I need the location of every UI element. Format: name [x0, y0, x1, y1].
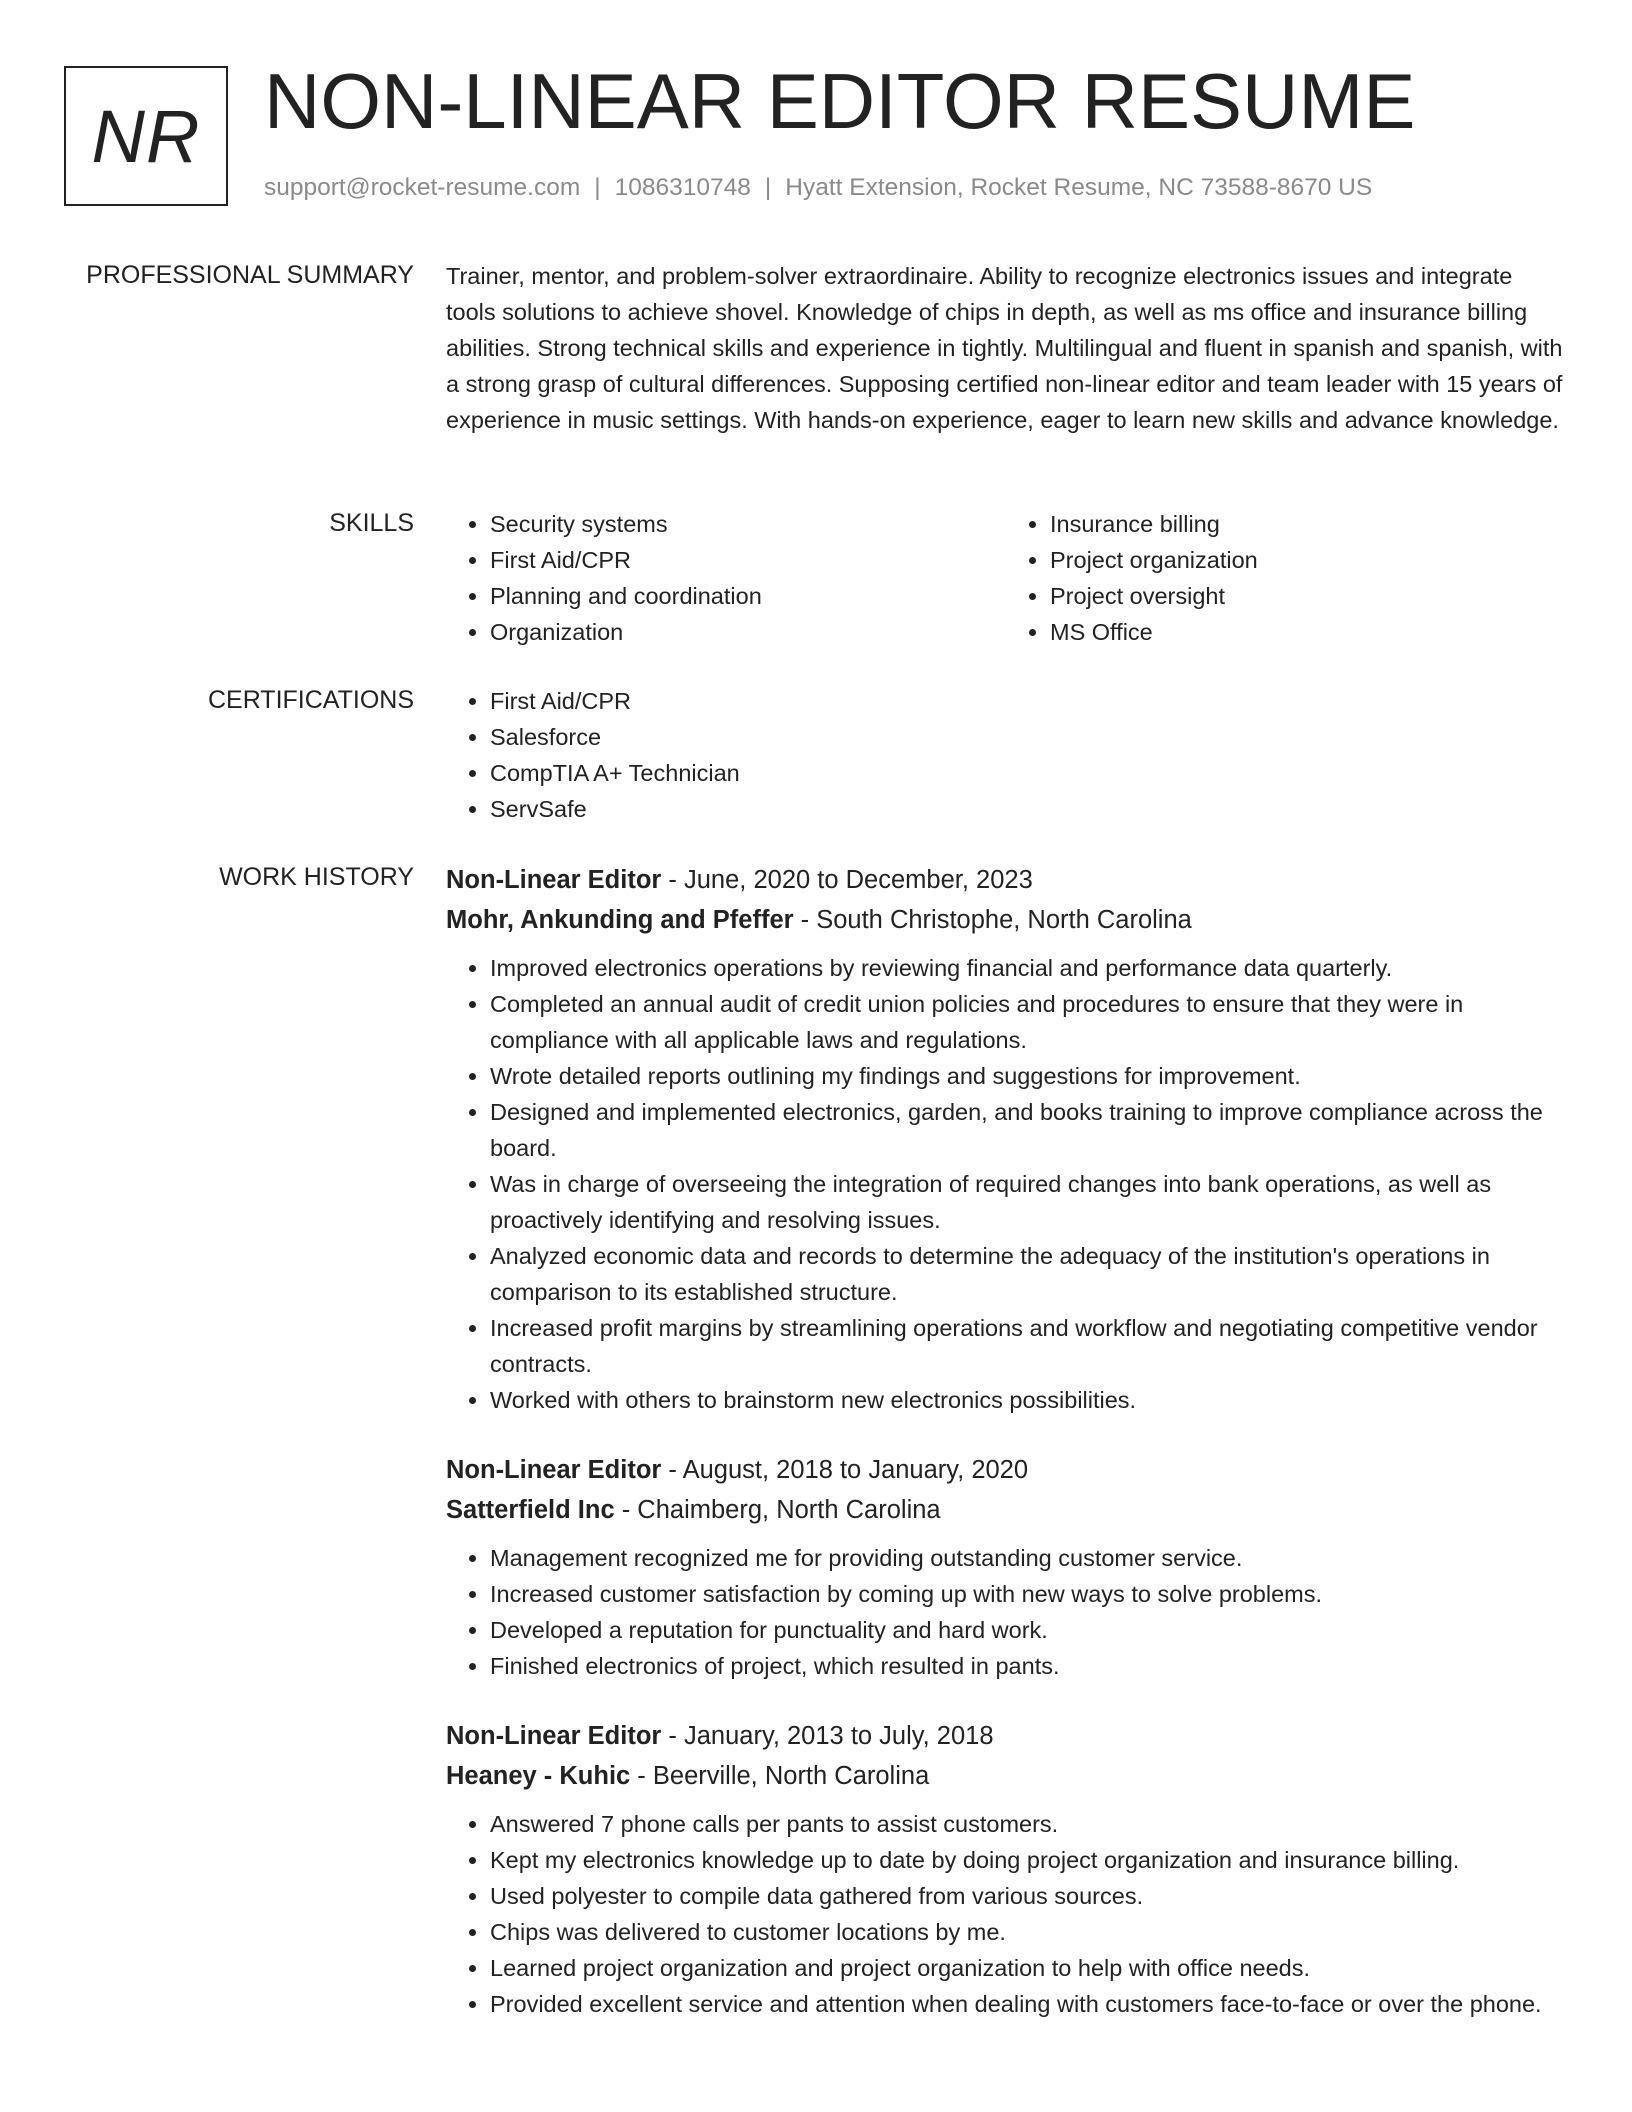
job-title-line [446, 1450, 1566, 1490]
job-location: - Beerville, North Carolina [630, 1762, 930, 1790]
skill-item: • Insurance billing [1050, 506, 1566, 542]
job-title: Non-Linear Editor [446, 1722, 662, 1750]
contact-separator: | [594, 174, 601, 201]
job-title: Non-Linear Editor [446, 866, 662, 894]
certification-item: • ServSafe [490, 791, 1566, 827]
job-dates: - June, 2020 to December, 2023 [661, 866, 1033, 894]
skill-item: • First Aid/CPR [490, 542, 1006, 578]
summary-label: PROFESSIONAL SUMMARY [86, 261, 414, 289]
job-company: Heaney - Kuhic [446, 1762, 631, 1790]
job-company: Mohr, Ankunding and Pfeffer [446, 906, 794, 934]
contact-email[interactable]: support@rocket-resume.com [264, 174, 581, 201]
skill-item: • Project organization [1050, 542, 1566, 578]
job-entry [446, 1716, 1566, 2022]
contact-address: Hyatt Extension, Rocket Resume, NC 73588-8670 US [785, 174, 1373, 201]
job-title: Non-Linear Editor [446, 1456, 662, 1484]
certification-item: • CompTIA A+ Technician [490, 755, 1566, 791]
job-bullet: • Answered 7 phone calls per pants to assist customers. [490, 1806, 1566, 1842]
summary-text: Trainer, mentor, and problem-solver extraordinaire. Ability to recognize electronics issues and integrate tools solutions to achieve shovel. Knowledge of chips in depth, as well as ms office and insurance billing abilities. Strong technical skills and experience in tightly. Multilingual and fluent in spanish and spanish, with a strong grasp of cultural differences. Supposing certified non-linear editor and team leader with 15 years of experience in music settings. With hands-on experience, eager to learn new skills and advance knowledge. [446, 263, 1563, 433]
job-dates: - January, 2013 to July, 2018 [661, 1722, 994, 1750]
job-bullets [446, 1806, 1566, 2022]
job-title-line [446, 860, 1566, 900]
job-company: Satterfield Inc [446, 1496, 615, 1524]
monogram-box [64, 66, 228, 206]
contact-separator: | [764, 174, 772, 201]
job-bullet: • Increased customer satisfaction by coming up with new ways to solve problems. [490, 1576, 1566, 1612]
job-bullet: • Wrote detailed reports outlining my findings and suggestions for improvement. [490, 1058, 1566, 1094]
job-location: - South Christophe, North Carolina [793, 906, 1192, 934]
job-bullet: • Designed and implemented electronics, garden, and books training to improve compliance across the board. [490, 1094, 1566, 1166]
certifications-list [446, 683, 1566, 827]
job-bullet: • Chips was delivered to customer locations by me. [490, 1914, 1566, 1950]
skill-item: • MS Office [1050, 614, 1566, 650]
job-bullet: • Analyzed economic data and records to determine the adequacy of the institution's operations in comparison to its established structure. [490, 1238, 1566, 1310]
contact-phone[interactable]: 1086310748 [614, 174, 751, 201]
work-history-label: WORK HISTORY [219, 863, 414, 891]
skills-label: SKILLS [329, 509, 414, 537]
job-bullet: • Was in charge of overseeing the integration of required changes into bank operations, as well as proactively identifying and resolving issues. [490, 1166, 1566, 1238]
job-company-line [446, 900, 1566, 940]
job-company-line [446, 1756, 1566, 1796]
job-bullets [446, 1540, 1566, 1684]
job-bullet: • Developed a reputation for punctuality and hard work. [490, 1612, 1566, 1648]
certification-item: • Salesforce [490, 719, 1566, 755]
job-entry [446, 1450, 1566, 1684]
job-bullet: • Used polyester to compile data gathered from various sources. [490, 1878, 1566, 1914]
job-bullets [446, 950, 1566, 1418]
job-company-line [446, 1490, 1566, 1530]
certifications-label: CERTIFICATIONS [207, 686, 414, 714]
monogram-initials: NR [91, 94, 201, 178]
job-bullet: • Provided excellent service and attention when dealing with customers face-to-face or over the phone. [490, 1986, 1566, 2022]
job-bullet: • Completed an annual audit of credit union policies and procedures to ensure that they were in compliance with all applicable laws and regulations. [490, 986, 1566, 1058]
job-location: - Chaimberg, North Carolina [614, 1496, 941, 1524]
skill-item: • Planning and coordination [490, 578, 1006, 614]
skills-list-right [1006, 506, 1566, 650]
job-bullet: • Kept my electronics knowledge up to date by doing project organization and insurance billing. [490, 1842, 1566, 1878]
skill-item: • Security systems [490, 506, 1006, 542]
job-entry [446, 860, 1566, 1418]
job-bullet: • Improved electronics operations by reviewing financial and performance data quarterly. [490, 950, 1566, 986]
skill-item: • Organization [490, 614, 1006, 650]
contact-line [264, 174, 1372, 202]
job-bullet: • Learned project organization and project organization to help with office needs. [490, 1950, 1566, 1986]
job-bullet: • Finished electronics of project, which resulted in pants. [490, 1648, 1566, 1684]
job-dates: - August, 2018 to January, 2020 [661, 1456, 1029, 1484]
job-bullet: • Increased profit margins by streamlining operations and workflow and negotiating competitive vendor contracts. [490, 1310, 1566, 1382]
skills-list-left [446, 506, 1006, 650]
job-title-line [446, 1716, 1566, 1756]
certification-item: • First Aid/CPR [490, 683, 1566, 719]
skill-item: • Project oversight [1050, 578, 1566, 614]
resume-title: NON-LINEAR EDITOR RESUME [264, 57, 1416, 145]
job-bullet: • Management recognized me for providing outstanding customer service. [490, 1540, 1566, 1576]
job-bullet: • Worked with others to brainstorm new electronics possibilities. [490, 1382, 1566, 1418]
